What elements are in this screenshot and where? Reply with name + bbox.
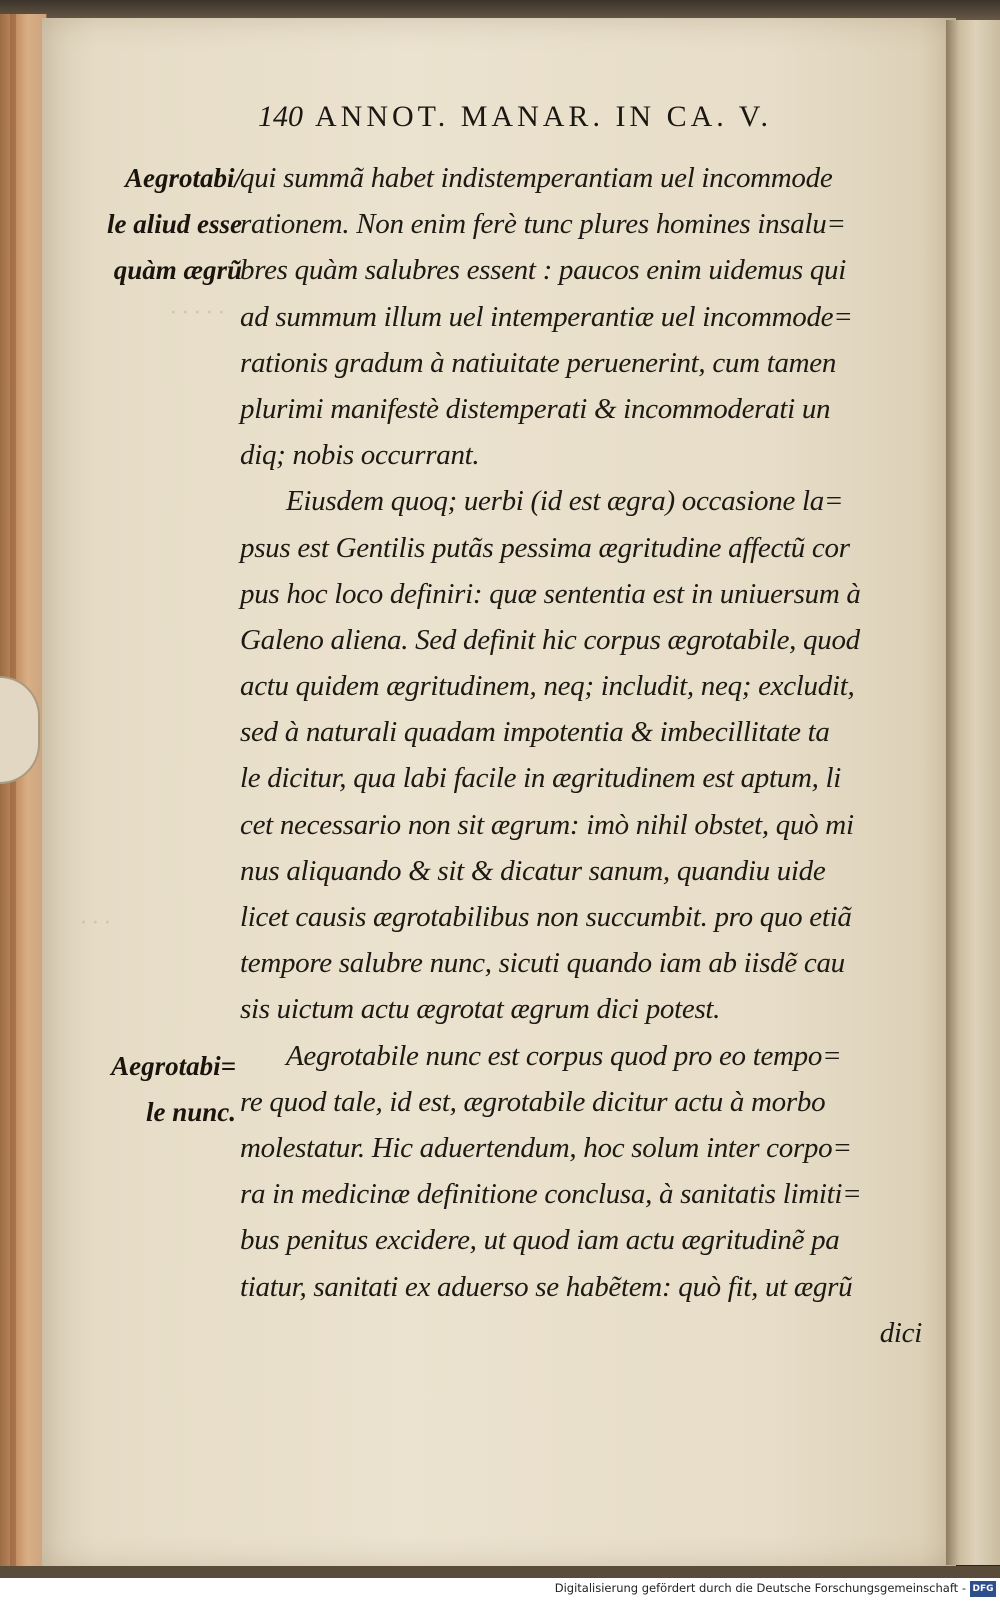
text-line: diq; nobis occurrant.	[240, 439, 480, 472]
text-line: Aegrotabile nunc est corpus quod pro eo tempo=	[286, 1039, 842, 1072]
marginal-note-line: quàm ægrũ	[113, 255, 242, 286]
running-head	[258, 100, 928, 134]
text-line: Galeno aliena. Sed definit hic corpus ægrotabile, quod	[240, 623, 860, 656]
text-line: psus est Gentilis putãs pessima ægritudine affectũ cor	[240, 531, 850, 564]
text-line: sed à naturali quadam impotentia & imbecillitate ta	[240, 716, 830, 749]
marginal-note-line: Aegrotabi/	[124, 163, 242, 193]
bleed-through: · · ·	[80, 910, 110, 936]
text-line: rationis gradum à natiuitate peruenerint, cum tamen	[240, 346, 837, 379]
funding-credit: Digitalisierung gefördert durch die Deutsche Forschungsgemeinschaft -	[554, 1581, 966, 1595]
text-line: tiatur, sanitati ex aduerso se habẽtem: quò fit, ut ægrũ	[240, 1270, 853, 1303]
book-binding	[0, 14, 47, 1574]
text-line: le dicitur, qua labi facile in ægritudinem est aptum, li	[240, 762, 842, 795]
text-line: ad summum illum uel intemperantiæ uel incommode=	[240, 300, 853, 333]
body-text	[240, 155, 930, 1356]
bleed-through: · · · · ·	[170, 300, 224, 326]
text-line: re quod tale, id est, ægrotabile dicitur actu à morbo	[240, 1085, 826, 1118]
text-line: ra in medicinæ definitione conclusa, à sanitatis limiti=	[240, 1178, 862, 1211]
marginal-note	[90, 155, 242, 294]
text-line: sis uictum actu ægrotat ægrum dici potest.	[240, 993, 721, 1026]
text-line: cet necessario non sit ægrum: imò nihil obstet, quò mi	[240, 808, 854, 841]
text-line: licet causis ægrotabilibus non succumbit. pro quo etiã	[240, 901, 852, 933]
text-line: bus penitus excidere, ut quod iam actu ægritudinẽ pa	[240, 1224, 840, 1257]
text-line: plurimi manifestè distemperati & incommoderati un	[240, 392, 831, 425]
marginal-note-line: le nunc.	[145, 1097, 236, 1128]
marginal-note	[84, 1043, 236, 1135]
text-line: bres quàm salubres essent : paucos enim uidemus qui	[240, 254, 846, 287]
text-line: pus hoc loco definiri: quæ sententia est in uniuersum à	[240, 577, 861, 610]
footer-bar	[0, 1578, 1000, 1601]
text-line: molestatur. Hic aduertendum, hoc solum inter corpo=	[240, 1131, 852, 1164]
dfg-logo: DFG	[970, 1581, 996, 1597]
text-line: actu quidem ægritudinem, neq; includit, neq; excludit,	[240, 670, 855, 703]
text-line: tempore salubre nunc, sicuti quando iam ab iisdẽ cau	[240, 947, 845, 980]
marginal-note-line: le aliud esse	[107, 209, 242, 240]
chapter-title: ANNOT. MANAR. IN CA. V.	[315, 100, 773, 133]
scanner-bottom-edge	[0, 1566, 1000, 1578]
page-number: 140	[258, 100, 303, 133]
text-line: Eiusdem quoq; uerbi (id est ægra) occasione la=	[286, 485, 844, 518]
marginal-note-line: Aegrotabi=	[111, 1051, 236, 1081]
page-edge-stack	[946, 20, 1000, 1565]
text-line: qui summã habet indistemperantiam uel incommode	[240, 162, 833, 194]
text-line: nus aliquando & sit & dicatur sanum, quandiu uide	[240, 854, 826, 887]
text-line: rationem. Non enim ferè tunc plures homines insalu=	[240, 208, 846, 241]
catchword: dici	[879, 1316, 922, 1349]
